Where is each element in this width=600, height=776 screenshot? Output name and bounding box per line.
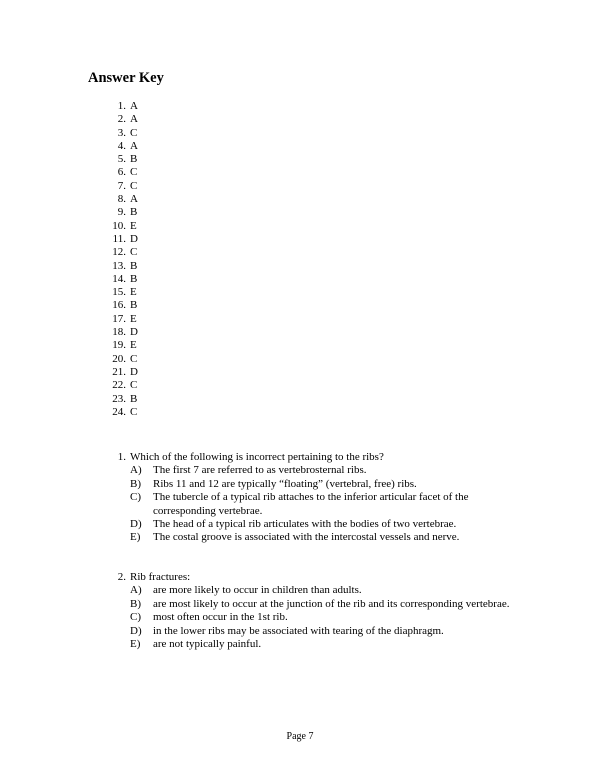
answer-number: 12. xyxy=(112,246,126,259)
answer-key-item xyxy=(100,220,138,233)
option-text: The tubercle of a typical rib attaches to the inferior articular facet of the corresponding vertebrae. xyxy=(153,491,469,517)
option-letter: B) xyxy=(130,477,141,490)
answer-letter: A xyxy=(130,100,138,112)
answer-number: 11. xyxy=(112,232,126,245)
answer-number: 17. xyxy=(112,312,126,325)
option-letter: E) xyxy=(130,638,141,651)
question-number: 2. xyxy=(117,571,126,583)
answer-number: 10. xyxy=(112,219,126,232)
answer-number: 15. xyxy=(112,286,126,299)
option-text: most often occur in the 1st rib. xyxy=(153,611,288,624)
answer-letter: D xyxy=(130,365,138,378)
answer-number: 8. xyxy=(117,193,126,206)
answer-letter: B xyxy=(130,259,138,272)
question-text: Which of the following is incorrect pertaining to the ribs? xyxy=(130,451,384,463)
answer-letter: C xyxy=(130,126,138,139)
option-letter: D) xyxy=(130,518,142,531)
question-option xyxy=(130,638,533,651)
question-stem xyxy=(100,571,533,584)
answer-number: 20. xyxy=(112,352,126,365)
answer-number: 24. xyxy=(112,405,126,418)
question-option xyxy=(130,518,533,531)
option-letter: B) xyxy=(130,597,141,610)
option-text: are most likely to occur at the junction of the rib and its corresponding vertebrae. xyxy=(153,597,510,610)
answer-letter: B xyxy=(130,392,138,405)
answer-letter: D xyxy=(130,232,138,245)
answer-number: 19. xyxy=(112,339,126,352)
answer-number: 23. xyxy=(112,392,126,405)
option-text: Ribs 11 and 12 are typically “floating” (vertebral, free) ribs. xyxy=(153,477,417,490)
option-letter: C) xyxy=(130,491,141,504)
answer-letter: C xyxy=(130,379,138,392)
question-stem xyxy=(100,451,533,464)
option-text: in the lower ribs may be associated with tearing of the diaphragm. xyxy=(153,624,444,637)
question-number: 1. xyxy=(117,451,126,463)
answer-key-item xyxy=(100,286,138,299)
answer-key-item xyxy=(100,233,138,246)
option-letter: A) xyxy=(130,584,142,597)
answer-key-item xyxy=(100,393,138,406)
answer-key-item xyxy=(100,180,138,193)
answer-number: 14. xyxy=(112,272,126,285)
page-title: Answer Key xyxy=(88,70,164,86)
answer-key-item xyxy=(100,113,138,126)
answer-letter: C xyxy=(130,179,138,192)
answer-key-item xyxy=(100,339,138,352)
answer-key-item xyxy=(100,153,138,166)
answer-key-item xyxy=(100,313,138,326)
answer-key-item xyxy=(100,140,138,153)
answer-letter: E xyxy=(130,219,137,232)
option-text: are more likely to occur in children than adults. xyxy=(153,584,362,597)
question-option xyxy=(130,491,533,518)
answer-key-item xyxy=(100,326,138,339)
answer-number: 5. xyxy=(117,153,126,166)
option-letter: E) xyxy=(130,531,141,544)
answer-letter: A xyxy=(130,113,138,126)
question-option xyxy=(130,478,533,491)
answer-letter: E xyxy=(130,312,137,325)
option-text: The first 7 are referred to as vertebrosternal ribs. xyxy=(153,464,367,477)
question-option xyxy=(130,611,533,624)
question-text: Rib fractures: xyxy=(130,571,191,583)
answer-key-item xyxy=(100,246,138,259)
question-option xyxy=(130,625,533,638)
answer-number: 13. xyxy=(112,259,126,272)
question-option xyxy=(130,531,533,544)
question-1 xyxy=(100,451,533,545)
answer-key-item xyxy=(100,166,138,179)
answer-key-list xyxy=(100,100,138,419)
answer-letter: C xyxy=(130,352,138,365)
option-text: are not typically painful. xyxy=(153,638,262,651)
answer-letter: C xyxy=(130,246,138,259)
answer-number: 7. xyxy=(117,179,126,192)
answer-letter: B xyxy=(130,299,138,312)
answer-key-item xyxy=(100,299,138,312)
answer-number: 9. xyxy=(117,206,126,219)
page-number: Page 7 xyxy=(286,731,314,742)
answer-number: 18. xyxy=(112,326,126,339)
answer-number: 2. xyxy=(117,113,126,126)
answer-letter: C xyxy=(130,405,138,418)
answer-number: 1. xyxy=(117,100,126,112)
answer-letter: B xyxy=(130,206,138,219)
answer-key-item xyxy=(100,379,138,392)
question-option xyxy=(130,464,533,477)
answer-key-item xyxy=(100,127,138,140)
option-text: The head of a typical rib articulates with the bodies of two vertebrae. xyxy=(153,518,457,531)
question-2 xyxy=(100,571,533,651)
option-letter: C) xyxy=(130,611,141,624)
answer-number: 3. xyxy=(117,126,126,139)
question-option xyxy=(130,584,533,597)
question-option xyxy=(130,598,533,611)
answer-key-item xyxy=(100,100,138,113)
answer-key-item xyxy=(100,273,138,286)
answer-key-item xyxy=(100,366,138,379)
answer-key-item xyxy=(100,260,138,273)
answer-letter: B xyxy=(130,153,138,166)
answer-letter: C xyxy=(130,166,138,179)
answer-key-item xyxy=(100,193,138,206)
option-letter: D) xyxy=(130,624,142,637)
answer-number: 6. xyxy=(117,166,126,179)
answer-letter: D xyxy=(130,326,138,339)
answer-key-item xyxy=(100,353,138,366)
answer-key-item xyxy=(100,406,138,419)
answer-number: 22. xyxy=(112,379,126,392)
answer-letter: E xyxy=(130,286,137,299)
answer-key-item xyxy=(100,206,138,219)
answer-number: 16. xyxy=(112,299,126,312)
answer-number: 21. xyxy=(112,365,126,378)
option-text: The costal groove is associated with the intercostal vessels and nerve. xyxy=(153,531,460,544)
answer-letter: A xyxy=(130,193,138,206)
answer-number: 4. xyxy=(117,139,126,152)
answer-letter: E xyxy=(130,339,137,352)
option-letter: A) xyxy=(130,464,142,477)
answer-letter: A xyxy=(130,139,138,152)
answer-letter: B xyxy=(130,272,138,285)
